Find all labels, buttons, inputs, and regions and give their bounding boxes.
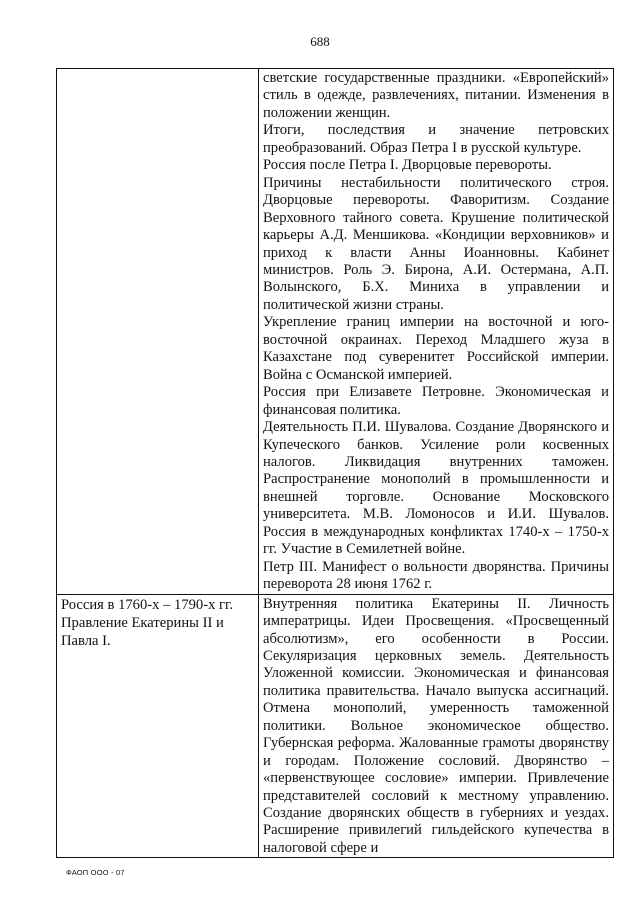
content-paragraph: Деятельность П.И. Шувалова. Создание Дворянского и Купеческого банков. Усиление роли косвенных налогов. Ликвидация внутренних таможен. Распространение монополий в промышленности и внешней торговле. Основание Московского университета. М.В. Ломоносов и И.И. Шувалов. Россия в международных конфликтах 1740-х – 1750-х гг. Участие в Семилетней войне. (263, 419, 609, 558)
topic-line: Правление Екатерины II и (61, 614, 224, 631)
content-paragraph: Причины нестабильности политического строя. Дворцовые перевороты. Фаворитизм. Создание Верховного тайного совета. Крушение политической карьеры А.Д. Меншикова. «Кондиции верховников» и приход к власти Анны Иоанновны. Кабинет министров. Роль Э. Бирона, А.И. Остермана, А.П. Волынского, Б.Х. Миниха в управлении и политической жизни страны. (263, 174, 609, 313)
content-cell (259, 594, 614, 858)
content-paragraph: Россия при Елизавете Петровне. Экономическая и финансовая политика. (263, 384, 609, 418)
topic-line: Россия в 1760-х – 1790-х гг. (61, 596, 233, 613)
topic-cell (57, 594, 259, 858)
topic-cell (57, 69, 259, 595)
table-row (57, 594, 614, 858)
table-row (57, 69, 614, 595)
content-paragraph: Петр III. Манифест о вольности дворянства. Причины переворота 28 июня 1762 г. (263, 558, 609, 593)
content-paragraph: Россия после Петра I. Дворцовые перевороты. (263, 157, 552, 174)
content-paragraph: Внутренняя политика Екатерины II. Личность императрицы. Идеи Просвещения. «Просвещенный абсолютизм», его особенности в России. Секуляризация церковных земель. Деятельность Уложенной комиссии. Экономическая и финансовая политика правительства. Начало выпуска ассигнаций. Отмена монополий, умеренность таможенной политики. Вольное экономическое общество. Губернская реформа. Жалованные грамоты дворянству и городам. Положение сословий. Дворянство – «первенствующее сословие» империи. Привлечение представителей сословий к местному управлению. Создание дворянских обществ в губерниях и уездах. Расширение привилегий гильдейского купечества в налоговой сфере и (263, 595, 609, 856)
topic-line: Павла I. (61, 632, 111, 649)
content-paragraph: Укрепление границ империи на восточной и юго-восточной окраинах. Переход Младшего жуза в Казахстане под суверенитет Российской империи. Война с Османской империей. (263, 314, 609, 383)
page-number: 688 (310, 34, 330, 49)
content-cell (259, 69, 614, 595)
curriculum-table (56, 68, 614, 858)
footer-code: ФАОП ООО - 07 (66, 868, 125, 877)
content-paragraph: Итоги, последствия и значение петровских преобразований. Образ Петра I в русской культуре. (263, 122, 609, 156)
content-paragraph: светские государственные праздники. «Европейский» стиль в одежде, развлечениях, питании. Изменения в положении женщин. (263, 70, 609, 121)
